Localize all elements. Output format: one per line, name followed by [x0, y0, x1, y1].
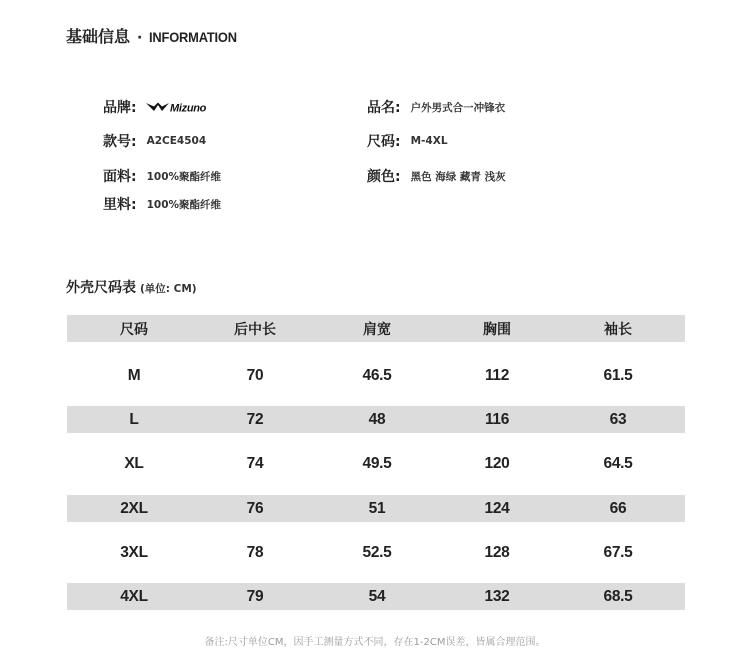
table-row — [67, 539, 685, 566]
table-cell: 72 — [246, 410, 264, 428]
fabric-label: 面料: — [103, 169, 137, 185]
table-row — [67, 362, 685, 389]
color-row — [367, 166, 506, 186]
table-cell: 49.5 — [362, 454, 392, 472]
table-cell: 116 — [484, 410, 510, 428]
table-cell: 124 — [484, 499, 510, 517]
style-value: A2CE4504 — [146, 135, 207, 147]
svg-text:Mizuno: Mizuno — [169, 102, 206, 114]
table-cell: 48 — [368, 410, 386, 428]
product-name-value: 户外男式合一冲锋衣 — [410, 101, 506, 114]
table-row — [67, 583, 685, 610]
footnote: 备注:尺寸单位CM，因手工测量方式不同，存在1-2CM误差，皆属合理范围。 — [204, 637, 546, 648]
title-separator: · — [137, 30, 143, 46]
lining-label: 里料: — [103, 197, 137, 213]
table-cell: 64.5 — [603, 454, 633, 472]
product-name-row — [367, 97, 505, 117]
table-cell: 74 — [246, 454, 264, 472]
table-cell: 128 — [484, 543, 510, 561]
size-table-unit: (单位: CM) — [140, 283, 197, 295]
table-cell: XL — [124, 454, 144, 472]
product-name-label: 品名: — [367, 100, 401, 116]
mizuno-logo-icon — [145, 100, 215, 114]
table-cell: 63 — [609, 410, 627, 428]
table-cell: L — [129, 410, 139, 428]
table-header-cell: 尺码 — [120, 321, 148, 338]
table-row — [67, 406, 685, 433]
table-cell: 61.5 — [603, 366, 633, 384]
brand-row — [103, 97, 215, 117]
table-cell: 2XL — [120, 499, 148, 517]
table-header-cell: 后中长 — [234, 321, 276, 338]
size-table-title-text: 外壳尺码表 — [66, 280, 136, 296]
table-cell: 4XL — [120, 587, 148, 605]
table-header-row — [67, 315, 685, 342]
table-cell: 3XL — [120, 543, 148, 561]
size-range-value: M-4XL — [410, 135, 448, 147]
section-header — [66, 24, 245, 47]
color-label: 颜色: — [367, 169, 401, 185]
size-table-title — [66, 277, 197, 297]
section-title-cn: 基础信息 — [66, 27, 131, 46]
fabric-row — [103, 166, 221, 186]
brand-logo — [145, 100, 215, 114]
table-cell: 52.5 — [362, 543, 392, 561]
table-cell: 70 — [246, 366, 264, 384]
table-header-cell: 袖长 — [604, 321, 632, 338]
table-cell: 79 — [246, 587, 264, 605]
table-row — [67, 450, 685, 477]
style-row — [103, 131, 206, 151]
table-header-cell: 肩宽 — [363, 321, 391, 338]
table-cell: 76 — [246, 499, 264, 517]
table-cell: 112 — [484, 366, 510, 384]
table-cell: 46.5 — [362, 366, 392, 384]
size-range-label: 尺码: — [367, 134, 401, 150]
table-header-cell: 胸围 — [483, 321, 511, 338]
section-title-en: INFORMATION — [149, 29, 238, 45]
color-value: 黑色 海绿 藏青 浅灰 — [410, 170, 506, 183]
table-cell: 68.5 — [603, 587, 633, 605]
lining-value: 100%聚酯纤维 — [146, 198, 222, 211]
table-cell: 67.5 — [603, 543, 633, 561]
table-cell: 132 — [484, 587, 510, 605]
fabric-value: 100%聚酯纤维 — [146, 170, 222, 183]
style-label: 款号: — [103, 134, 137, 150]
table-cell: 54 — [368, 587, 386, 605]
table-cell: 120 — [484, 454, 510, 472]
lining-row — [103, 194, 221, 214]
table-cell: 51 — [368, 499, 386, 517]
table-cell: M — [127, 366, 141, 384]
size-range-row — [367, 131, 448, 151]
table-cell: 78 — [246, 543, 264, 561]
brand-label: 品牌: — [103, 100, 137, 116]
table-row — [67, 495, 685, 522]
table-cell: 66 — [609, 499, 627, 517]
